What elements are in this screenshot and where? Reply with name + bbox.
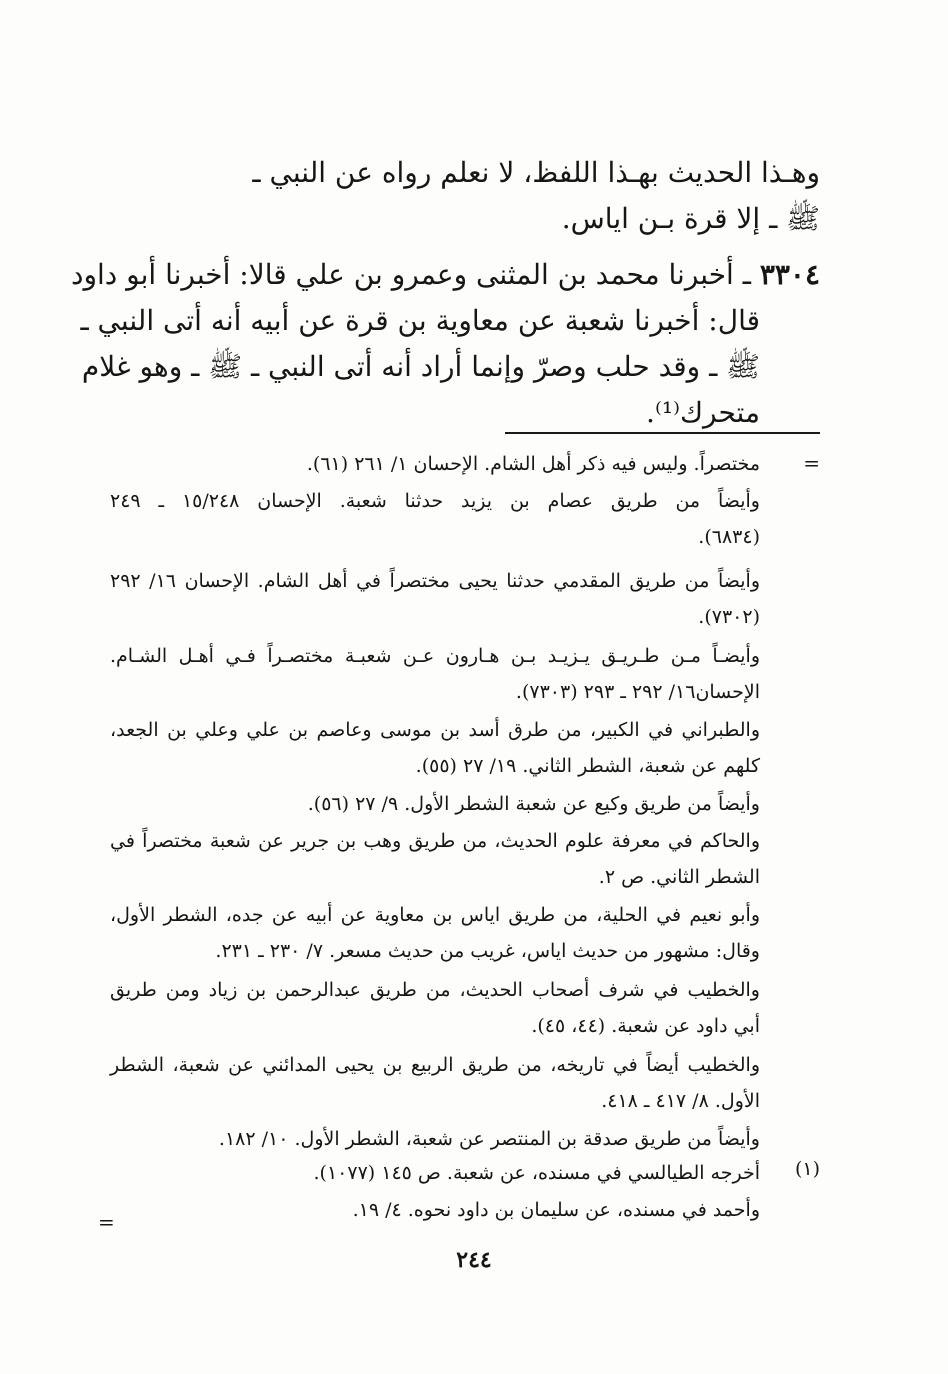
footnote-line-15: والخطيب في شرف أصحاب الحديث، من طريق عبدالرحمن بن زياد ومن طريق [110,979,760,1001]
footnote-line-9: كلهم عن شعبة، الشطر الثاني. ١٩/ ٢٧ (٥٥). [415,755,760,777]
footnote-line-7: الإحسان١٦/ ٢٩٢ ـ ٢٩٣ (٧٣٠٣). [515,681,760,703]
footnote-line-8: والطبراني في الكبير، من طرق أسد بن موسى وعاصم بن علي وعلي بن الجعد، [110,719,760,741]
footnote-line-12: الشطر الثاني. ص ٢. [598,866,760,888]
footnote-line-13: وأبو نعيم في الحلية، من طريق اياس بن معاوية عن أبيه عن جده، الشطر الأول، [110,904,760,926]
footnote-1-marker: (١) [794,1158,820,1180]
end-continuation-marker: = [98,1210,115,1234]
footnote-line-4: وأيضاً من طريق المقدمي حدثنا يحيى مختصراً في أهل الشام. الإحسان ١٦/ ٢٩٢ [110,570,760,592]
hadith-line-3: ﷺ ـ وقد حلب وصرّ وإنما أراد أنه أتى النبي ـ ﷺ ـ وهو غلام [81,350,760,383]
main-line-1: وهـذا الحديث بهـذا اللفظ، لا نعلم رواه عن النبي ـ [252,156,820,189]
footnote-line-17: والخطيب أيضاً في تاريخه، من طريق الربيع بن يحيى المدائني عن شعبة، الشطر [110,1054,760,1076]
footnote-line-11: والحاكم في معرفة علوم الحديث، من طريق وهب بن جرير عن شعبة مختصراً في [110,830,760,852]
footnote-1-line-1: أخرجه الطيالسي في مسنده، عن شعبة. ص ١٤٥ (١٠٧٧). [313,1162,760,1184]
hadith-line-1-text: ـ أخبرنا محمد بن المثنى وعمرو بن علي قالا: أخبرنا أبو داود [71,258,751,291]
footnote-line-2: وأيضاً من طريق عصام بن يزيد حدثنا شعبة. الإحسان ١٥/٢٤٨ ـ ٢٤٩ [110,490,760,512]
footnote-line-10: وأيضاً من طريق وكيع عن شعبة الشطر الأول. ٩/ ٢٧ (٥٦). [307,793,760,815]
main-line-2: ﷺ ـ إلا قرة بـن اياس. [561,202,820,235]
footnote-separator [505,432,820,434]
footnote-1-line-2: وأحمد في مسنده، عن سليمان بن داود نحوه. ٤/ ١٩. [352,1199,760,1221]
hadith-number: ٣٣٠٤ [759,258,820,291]
footnote-line-3: (٦٨٣٤). [698,526,760,548]
footnote-line-6: وأيضـاً مـن طـريـق يـزيـد بـن هـارون عـن شعبـة مختصـراً فـي أهـل الشـام. [110,645,760,667]
hadith-line-2: قال: أخبرنا شعبة عن معاوية بن قرة عن أبيه أنه أتى النبي ـ [80,304,760,337]
footnote-line-14: وقال: مشهور من حديث اياس، غريب من حديث مسعر. ٧/ ٢٣٠ ـ ٢٣١. [215,940,760,962]
footnote-line-19: وأيضاً من طريق صدقة بن المنتصر عن شعبة، الشطر الأول. ١٠/ ١٨٢. [218,1128,760,1150]
hadith-line-4: متحرك⁽¹⁾. [646,396,760,429]
footnote-line-16: أبي داود عن شعبة. (٤٤، ٤٥). [531,1015,760,1037]
continuation-marker: = [803,451,820,475]
footnote-line-18: الأول. ٨/ ٤١٧ ـ ٤١٨. [601,1090,760,1112]
hadith-line-1 [71,252,820,298]
footnote-line-1: مختصراً. وليس فيه ذكر أهل الشام. الإحسان ١/ ٢٦١ (٦١). [306,453,760,475]
page-number: ٢٤٤ [456,1247,492,1273]
footnote-line-5: (٧٣٠٢). [698,606,760,628]
